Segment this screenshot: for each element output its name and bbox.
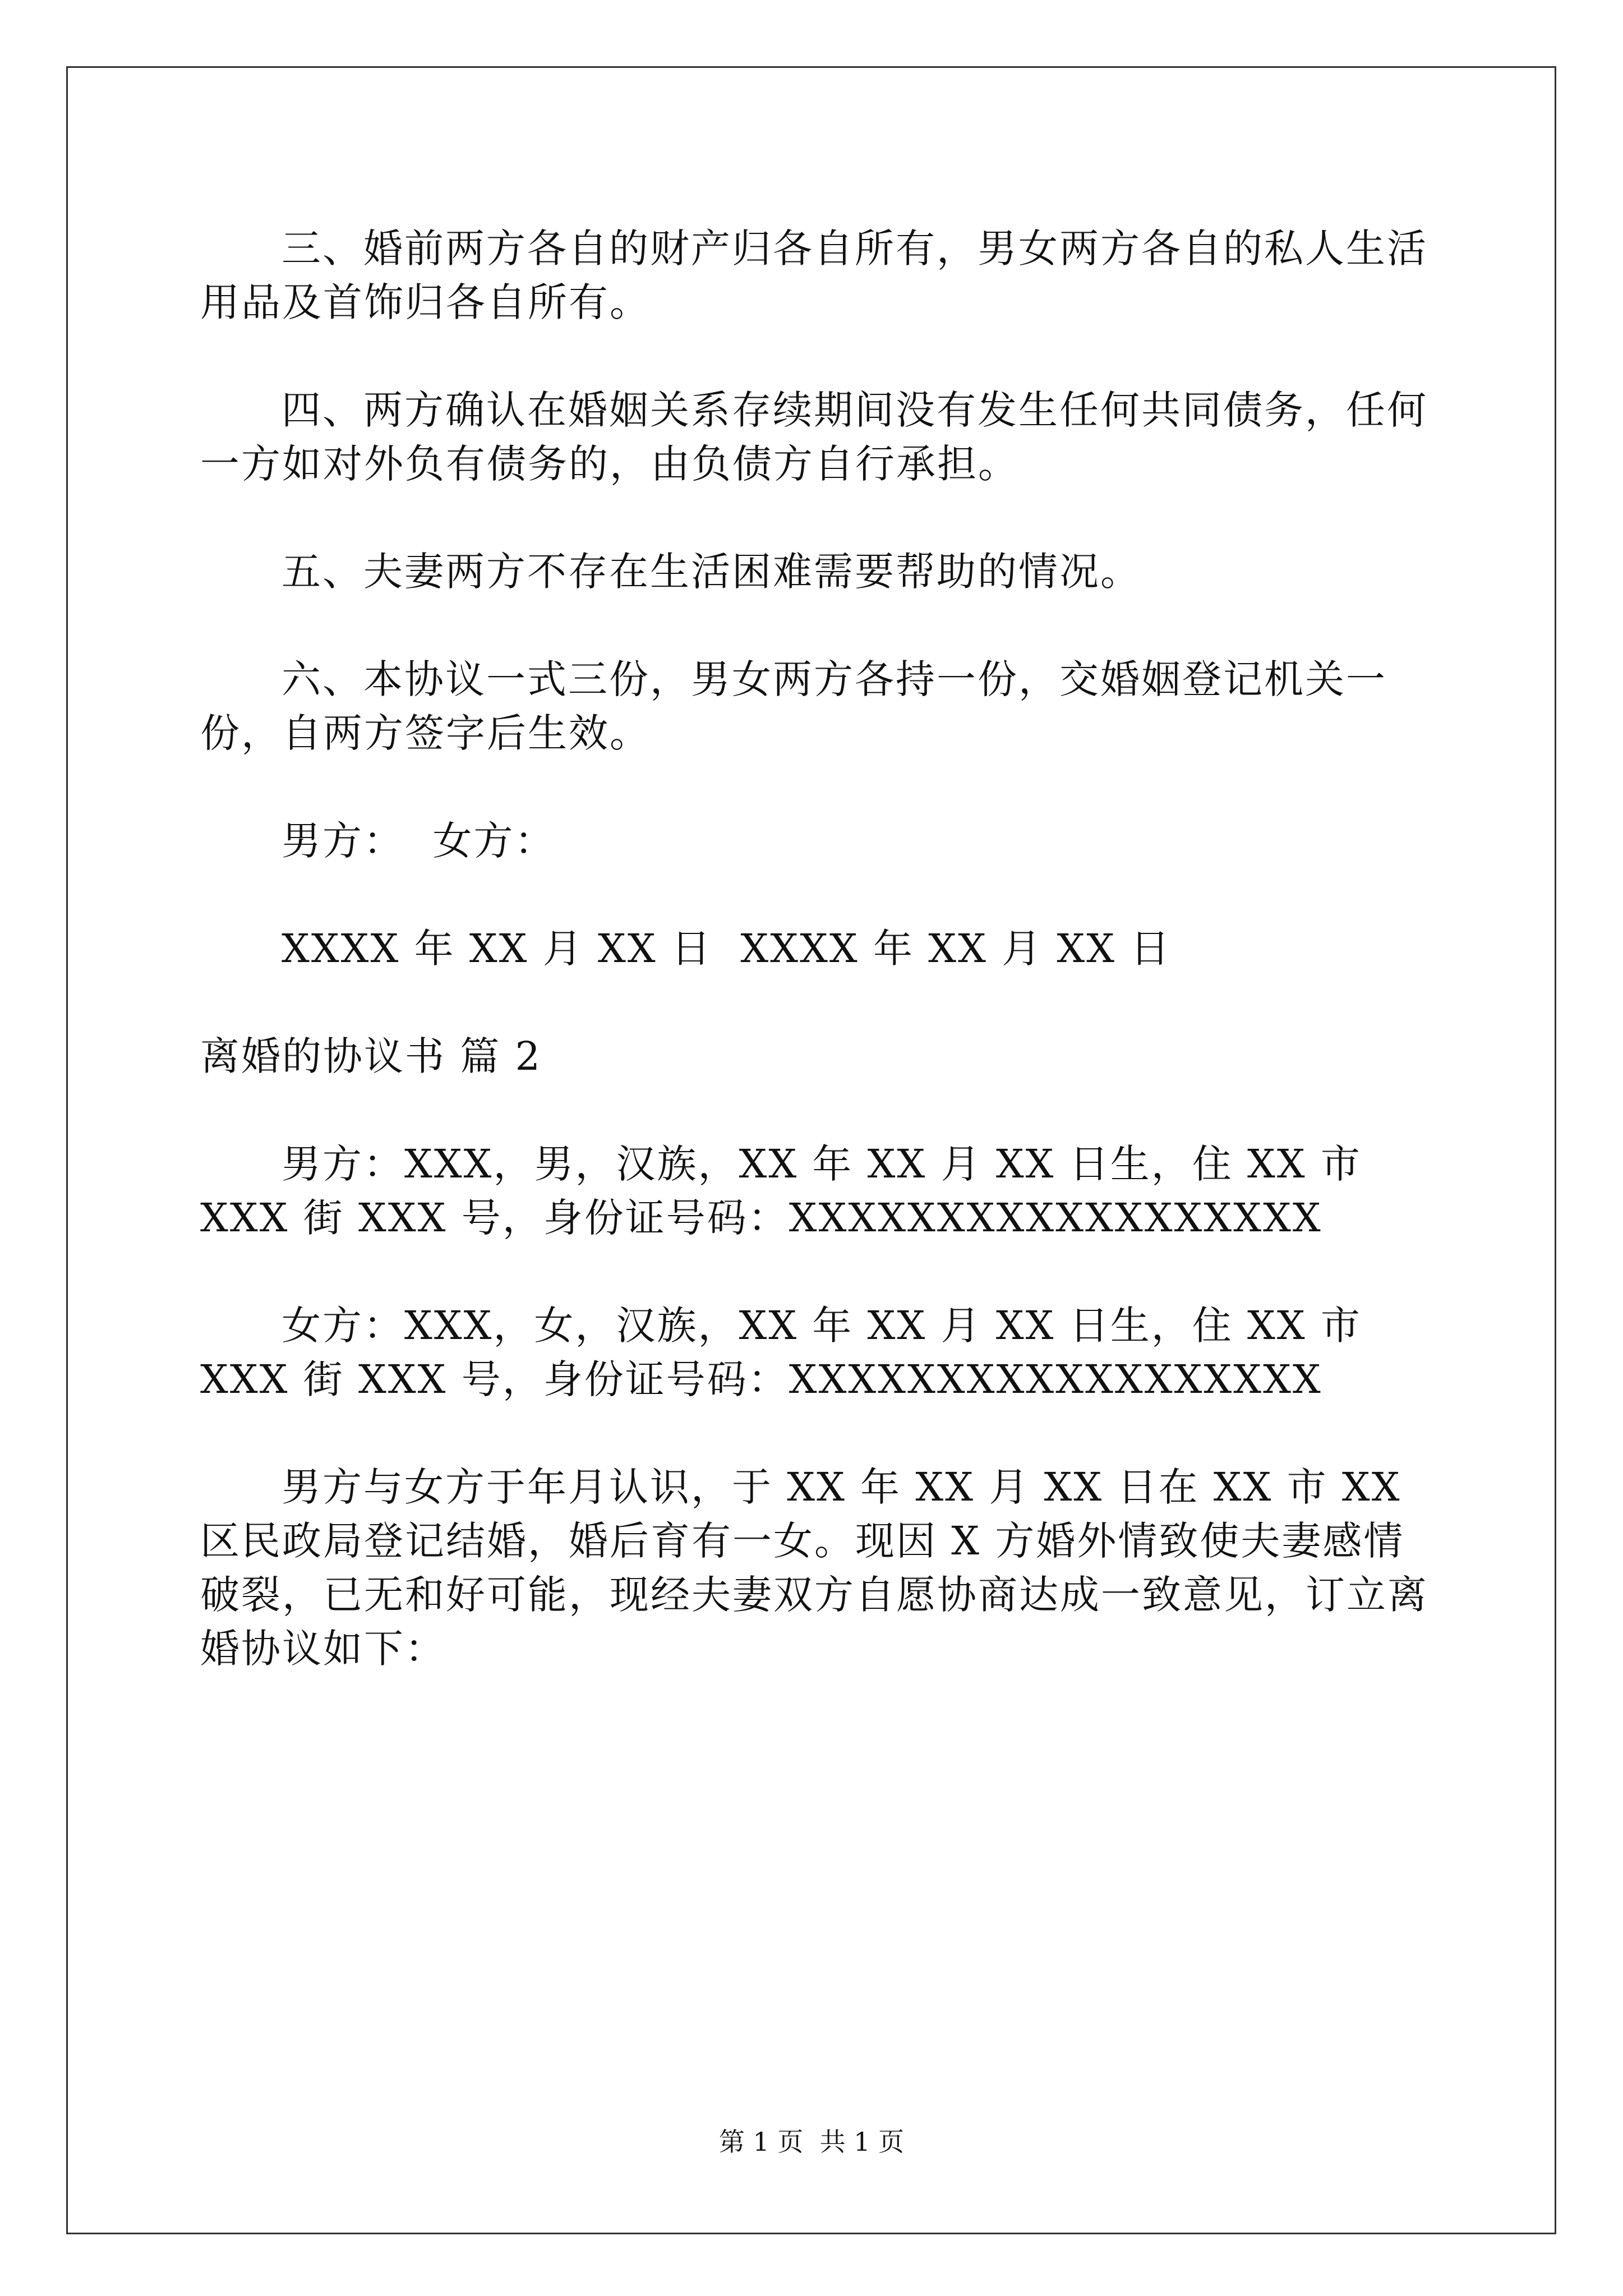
paragraph-female-party: 女方：XXX，女，汉族，XX 年 XX 月 XX 日生，住 XX 市 XXX 街 XXX 号，身份证号码：XXXXXXXXXXXXXXXXXX: [200, 1303, 1376, 1402]
signature-dates: XXXX 年 XX 月 XX 日 XXXX 年 XX 月 XX 日: [282, 926, 1172, 972]
page-footer: 第 1 页 共 1 页: [718, 2127, 905, 2157]
section-heading: 离婚的协议书 篇 2: [200, 1033, 542, 1079]
paragraph-clause-3: 三、婚前两方各自的财产归各自所有，男女两方各自的私人生活用品及首饰归各自所有。: [200, 226, 1428, 325]
paragraph-clause-5: 五、夫妻两方不存在生活困难需要帮助的情况。: [282, 549, 1141, 595]
document-body: [200, 222, 1434, 1729]
paragraph-clause-6: 六、本协议一式三份，男女两方各持一份，交婚姻登记机关一份，自两方签字后生效。: [200, 656, 1387, 756]
signature-labels: 男方： 女方：: [282, 818, 556, 864]
paragraph-background: 男方与女方于年月认识，于 XX 年 XX 月 XX 日在 XX 市 XX 区民政局登记结婚，婚后育有一女。现因 X 方婚外情致使夫妻感情破裂，已无和好可能，现经夫妻双方自愿协商达成一致意见，订立离婚协议如下：: [200, 1464, 1428, 1672]
paragraph-clause-4: 四、两方确认在婚姻关系存续期间没有发生任何共同债务，任何一方如对外负有债务的，由负债方自行承担。: [200, 387, 1428, 487]
paragraph-male-party: 男方：XXX，男，汉族，XX 年 XX 月 XX 日生，住 XX 市 XXX 街 XXX 号，身份证号码：XXXXXXXXXXXXXXXXXX: [200, 1141, 1376, 1241]
